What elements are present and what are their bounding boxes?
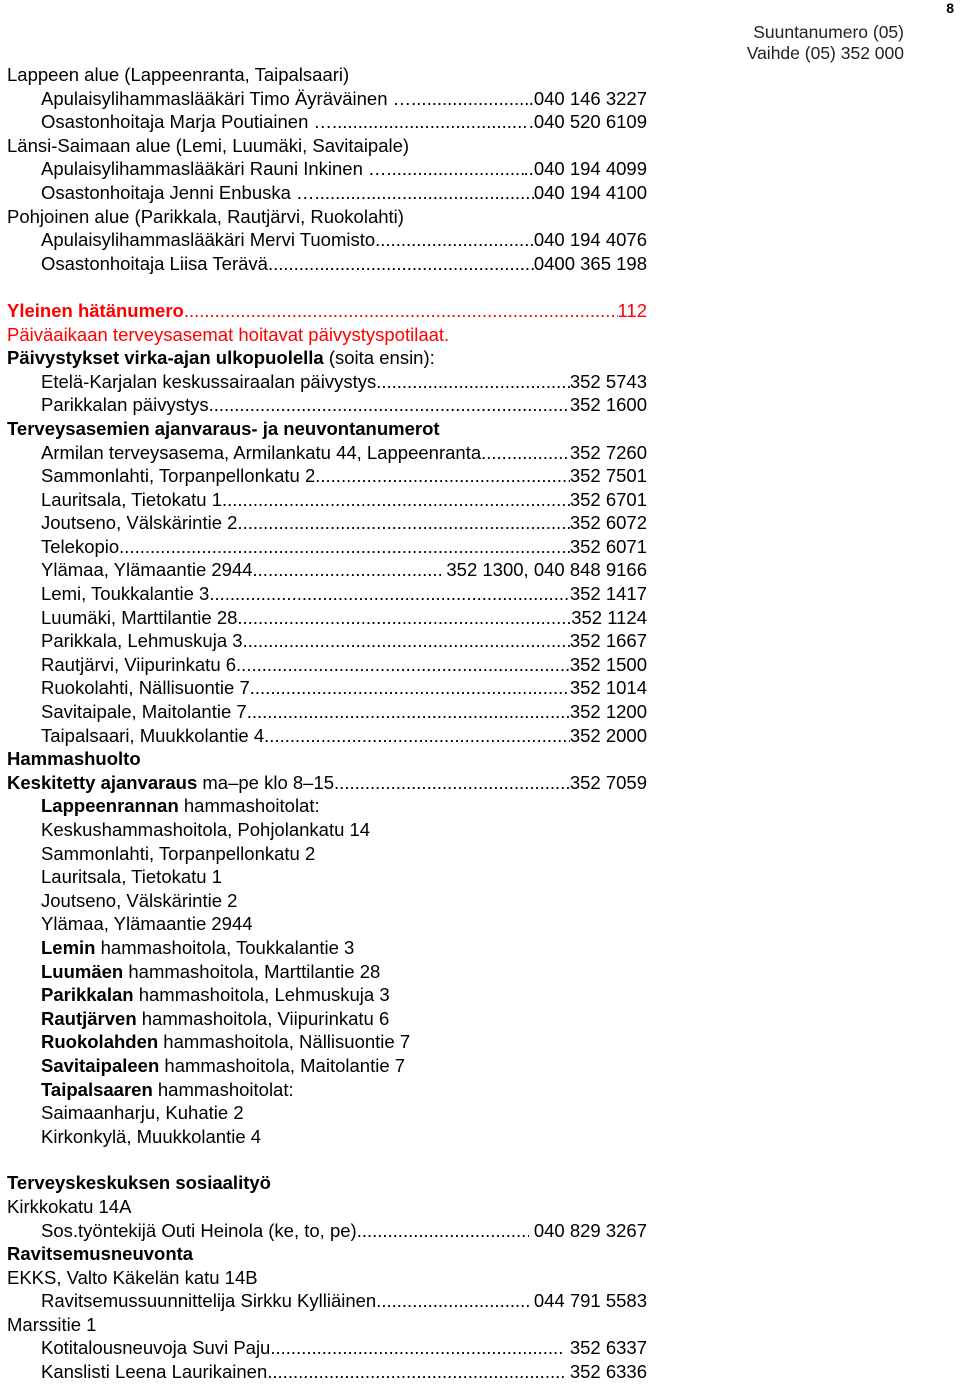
contact-name: Sos.työntekijä Outi Heinola (ke, to, pe) (41, 1219, 357, 1241)
clinic-row (7, 794, 647, 818)
appointment-row (7, 511, 647, 535)
clinic-row (7, 983, 647, 1007)
clinic-row (7, 1101, 647, 1125)
clinic-name-bold: Lappeenrannan (41, 795, 179, 817)
appointment-row (7, 582, 647, 606)
contact-phone: .040 520 6109 (528, 111, 647, 133)
header-switchboard-line: Vaihde (05) 352 000 (746, 43, 904, 63)
station-phone: 352 1667 (569, 630, 647, 652)
leader-dots (119, 535, 570, 559)
clinic-row (7, 818, 647, 842)
clinic-text: hammashoitola, Nällisuontie 7 (158, 1031, 411, 1053)
clinic-row (7, 865, 647, 889)
appointment-row (7, 441, 647, 465)
leader (41, 582, 570, 606)
station-phone: 352 6072 (569, 512, 647, 534)
appointments-list (7, 441, 647, 748)
station-name: Lauritsala, Tietokatu 1 (41, 488, 222, 510)
leader (41, 488, 570, 512)
clinic-text: hammashoitola, Toukkalantie 3 (95, 936, 355, 958)
clinic-name-bold: Rautjärven (41, 1007, 137, 1029)
spacer (7, 275, 647, 299)
contact-row (7, 1336, 647, 1360)
nutrition-address: EKKS, Valto Käkelän katu 14B (7, 1266, 258, 1288)
station-phone: 352 1200 (569, 701, 647, 723)
leader-dots (222, 488, 570, 512)
station-phone: 352 1124 (571, 606, 647, 628)
leader-dots (250, 676, 570, 700)
central-booking-label: Keskitetty ajanvaraus (7, 771, 198, 793)
contact-phone: 040 194 4076 (533, 229, 647, 251)
emergency-label: Yleinen hätänumero (7, 299, 184, 321)
leader-dots (387, 157, 524, 181)
leader-dots (237, 511, 569, 535)
contact-name: Kanslisti Leena Laurikainen (41, 1361, 268, 1383)
station-name: Sammonlahti, Torpanpellonkatu 2 (41, 465, 316, 487)
clinic-name-bold: Savitaipaleen (41, 1054, 160, 1076)
clinic-text: Kirkonkylä, Muukkolantie 4 (41, 1125, 262, 1147)
station-phone: 352 1417 (569, 583, 647, 605)
appointment-row (7, 629, 647, 653)
appointments-heading: Terveysasemien ajanvaraus- ja neuvontanumerot (7, 417, 440, 439)
clinic-row (7, 1078, 647, 1102)
station-phone: 352 7260 (569, 441, 647, 463)
station-name: Joutseno, Välskärintie 2 (41, 512, 238, 534)
nutrition-address: Marssitie 1 (7, 1313, 97, 1335)
leader-dots (376, 370, 570, 394)
leader (41, 629, 570, 653)
contact-row (7, 110, 647, 134)
leader-dots (209, 582, 570, 606)
contact-name: Osastonhoitaja Jenni Enbuska … (41, 181, 315, 203)
clinic-name-bold: Luumäen (41, 960, 124, 982)
clinic-text: Joutseno, Välskärintie 2 (41, 889, 238, 911)
station-name: Rautjärvi, Viipurinkatu 6 (41, 653, 237, 675)
appointment-row (7, 558, 647, 582)
appointment-row (7, 676, 647, 700)
region-heading: Pohjoinen alue (Parikkala, Rautjärvi, Ruokolahti) (7, 205, 404, 227)
appointment-row (7, 606, 647, 630)
clinic-text: hammashoitolat: (152, 1078, 294, 1100)
leader (41, 511, 570, 535)
leader-dots (237, 606, 571, 630)
leader-dots (376, 1289, 528, 1313)
leader-dots (253, 558, 442, 582)
social-work-address: Kirkkokatu 14A (7, 1195, 132, 1217)
contact-name: Parikkalan päivystys (41, 394, 209, 416)
contact-phone: 352 1600 (569, 394, 647, 416)
clinic-text: hammashoitola, Lehmuskuja 3 (133, 984, 390, 1006)
clinic-row (7, 842, 647, 866)
emergency-row (7, 299, 647, 323)
station-phone: 352 6071 (569, 535, 647, 557)
dental-care-heading: Hammashuolto (7, 748, 141, 770)
contact-row (7, 1360, 647, 1384)
after-hours-heading (7, 346, 647, 370)
station-phone: 352 1300, 040 848 9166 (441, 559, 647, 581)
station-name: Telekopio (41, 535, 120, 557)
contact-row (7, 87, 647, 111)
clinic-row (7, 889, 647, 913)
station-name: Parikkala, Lehmuskuja 3 (41, 630, 243, 652)
contact-phone: 0400 365 198 (533, 252, 647, 274)
leader (41, 724, 570, 748)
contact-name: Apulaisylihammaslääkäri Rauni Inkinen … (41, 158, 387, 180)
contact-row (7, 1219, 647, 1243)
leader-dots (209, 393, 570, 417)
leader-dots (243, 629, 570, 653)
appointment-row (7, 700, 647, 724)
contact-name: Osastonhoitaja Marja Poutiainen … (41, 111, 333, 133)
clinic-name-bold: Lemin (41, 936, 96, 958)
station-name: Armilan terveysasema, Armilankatu 44, Lappeenranta (41, 441, 482, 463)
leader (41, 653, 570, 677)
emergency-note: Päiväaikaan terveysasemat hoitavat päivystyspotilaat. (7, 323, 450, 345)
leader-dots (236, 653, 570, 677)
contact-phone: ..040 194 4099 (523, 158, 647, 180)
header-area-code (747, 22, 904, 64)
leader (41, 700, 570, 724)
clinic-name-bold: Taipalsaaren (41, 1078, 153, 1100)
leader-dots (184, 299, 618, 323)
appointment-row (7, 488, 647, 512)
clinic-text: Ylämaa, Ylämaantie 2944 (41, 913, 253, 935)
leader-dots (247, 700, 570, 724)
clinic-name-bold: Ruokolahden (41, 1031, 159, 1053)
region-heading: Lappeen alue (Lappeenranta, Taipalsaari) (7, 64, 350, 85)
contact-name: Apulaisylihammaslääkäri Timo Äyräväinen … (41, 87, 412, 109)
central-booking-phone: 352 7059 (569, 771, 647, 793)
contact-name: Apulaisylihammaslääkäri Mervi Tuomisto (41, 229, 376, 251)
nutrition-heading: Ravitsemusneuvonta (7, 1243, 194, 1265)
emergency-number: 112 (617, 299, 647, 321)
station-name: Luumäki, Marttilantie 28 (41, 606, 238, 628)
station-phone: 352 6701 (569, 488, 647, 510)
leader-dots (332, 110, 529, 134)
contact-phone: 352 5743 (569, 370, 647, 392)
clinic-text: hammashoitolat: (178, 795, 320, 817)
header-area-code-line: Suuntanumero (05) (753, 22, 904, 42)
leader (41, 558, 441, 582)
contact-row (7, 252, 647, 276)
station-name: Ruokolahti, Nällisuontie 7 (41, 677, 250, 699)
social-work-heading: Terveyskeskuksen sosiaalityö (7, 1172, 271, 1194)
contact-name: Kotitalousneuvoja Suvi Paju (41, 1337, 271, 1359)
appointment-row (7, 464, 647, 488)
clinic-name-bold: Parikkalan (41, 984, 134, 1006)
region-heading: Länsi-Saimaan alue (Lemi, Luumäki, Savitaipale) (7, 134, 410, 156)
contact-row (7, 157, 647, 181)
contact-row (7, 1289, 647, 1313)
clinic-text: hammashoitola, Marttilantie 28 (123, 960, 381, 982)
contact-row (7, 393, 647, 417)
station-phone: 352 7501 (569, 465, 647, 487)
leader-dots (264, 724, 570, 748)
clinic-text: Lauritsala, Tietokatu 1 (41, 866, 222, 888)
contact-name: Etelä-Karjalan keskussairaalan päivystys (41, 370, 377, 392)
station-name: Lemi, Toukkalantie 3 (41, 583, 210, 605)
leader-dots (481, 441, 570, 465)
clinic-text: Sammonlahti, Torpanpellonkatu 2 (41, 842, 316, 864)
clinic-text: hammashoitola, Viipurinkatu 6 (136, 1007, 390, 1029)
station-name: Savitaipale, Maitolantie 7 (41, 701, 247, 723)
station-phone: 352 2000 (569, 724, 647, 746)
contact-phone: .040 146 3227 (528, 87, 647, 109)
station-name: Taipalsaari, Muukkolantie 4 (41, 724, 265, 746)
appointment-row (7, 535, 647, 559)
page-number: 8 (946, 0, 954, 16)
clinic-row (7, 912, 647, 936)
clinic-row (7, 960, 647, 984)
leader-dots (315, 464, 570, 488)
contact-name: Osastonhoitaja Liisa Terävä (41, 252, 268, 274)
leader-dots (268, 252, 534, 276)
station-phone: 352 1014 (569, 677, 647, 699)
contact-row (7, 228, 647, 252)
directory-content (7, 63, 647, 1384)
appointment-row (7, 653, 647, 677)
leader (41, 441, 570, 465)
contact-row (7, 370, 647, 394)
after-hours-note: (soita ensin): (323, 347, 435, 369)
contact-phone: 044 791 5583 (528, 1290, 647, 1312)
clinic-row (7, 1054, 647, 1078)
clinic-row (7, 1125, 647, 1149)
leader-dots (315, 181, 534, 205)
clinic-row (7, 1007, 647, 1031)
contact-phone: 040 829 3267 (528, 1219, 647, 1241)
contact-phone: 352 6337 (564, 1337, 647, 1359)
leader-dots (357, 1219, 529, 1243)
appointment-row (7, 724, 647, 748)
contact-name: Ravitsemussuunnittelija Sirkku Kylliäinen (41, 1290, 377, 1312)
clinic-row (7, 936, 647, 960)
leader (41, 606, 571, 630)
leader-dots (270, 1336, 564, 1360)
station-name: Ylämaa, Ylämaantie 2944 (41, 559, 253, 581)
contact-phone: 040 194 4100 (533, 181, 647, 203)
leader (41, 464, 570, 488)
leader (41, 535, 570, 559)
leader-dots (411, 87, 529, 111)
contact-row (7, 181, 647, 205)
clinic-text: Saimaanharju, Kuhatie 2 (41, 1102, 244, 1124)
clinic-row (7, 1030, 647, 1054)
central-booking-hours: ma–pe klo 8–15 (197, 771, 335, 793)
contact-phone: 352 6336 (564, 1361, 647, 1383)
clinic-text: Keskushammashoitola, Pohjolankatu 14 (41, 819, 371, 840)
clinics-list (7, 794, 647, 1148)
leader-dots (267, 1360, 564, 1384)
leader-dots (334, 771, 570, 795)
after-hours-title: Päivystykset virka-ajan ulkopuolella (7, 347, 324, 369)
leader-dots (375, 228, 534, 252)
clinic-text: hammashoitola, Maitolantie 7 (159, 1054, 406, 1076)
central-booking-row (7, 771, 647, 795)
spacer (7, 1148, 647, 1171)
station-phone: 352 1500 (569, 653, 647, 675)
leader (41, 676, 570, 700)
